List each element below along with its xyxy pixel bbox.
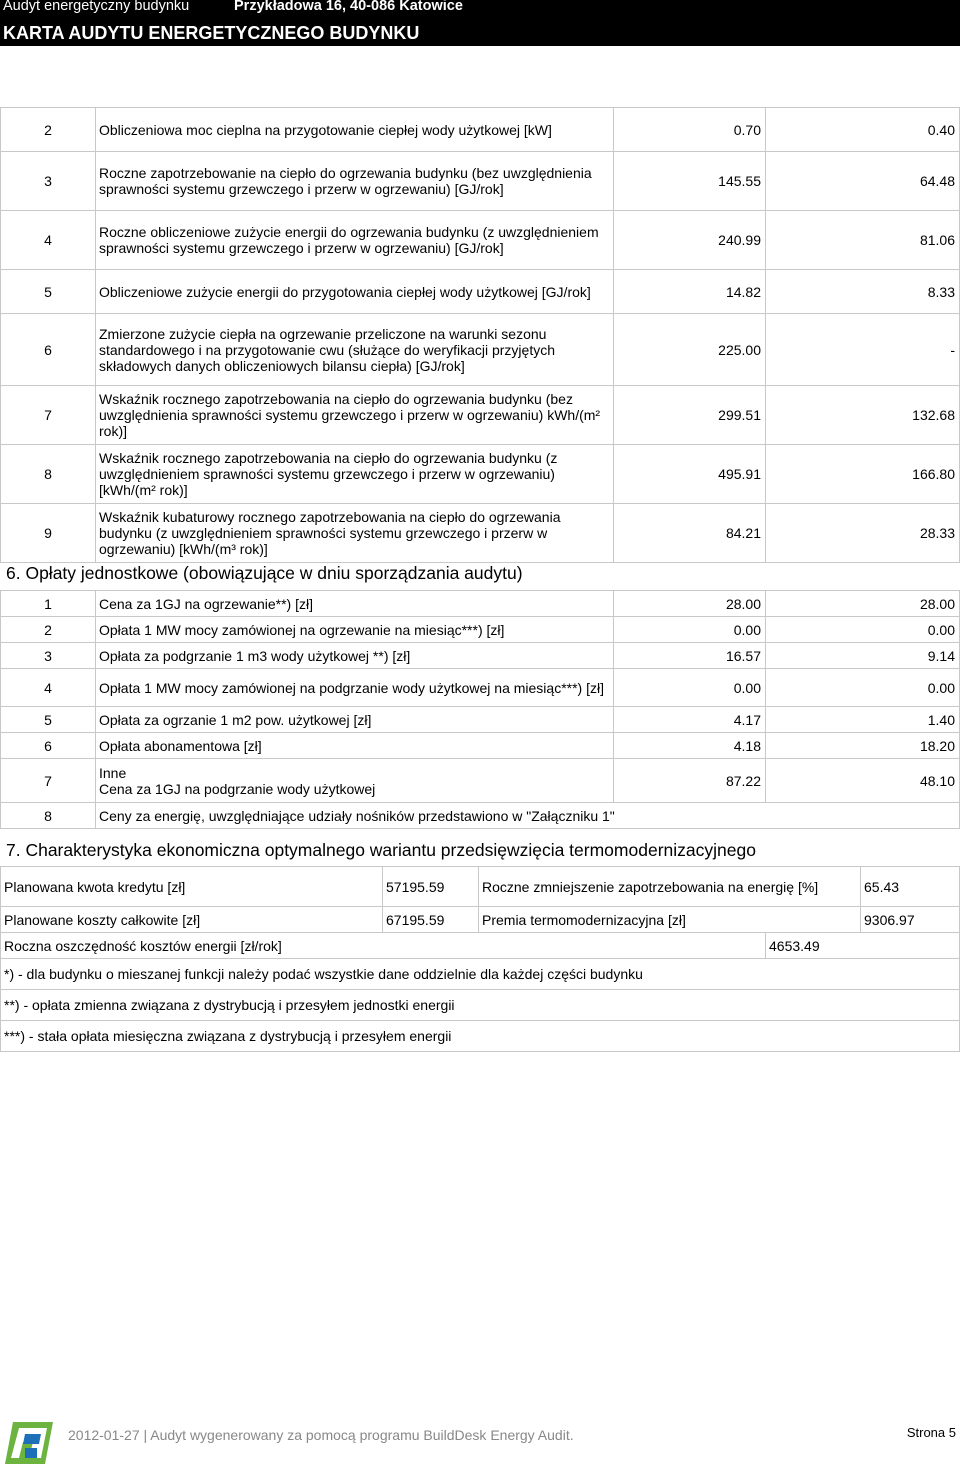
table-row — [1, 591, 960, 617]
row-description-2: Cena za 1GJ na podgrzanie wody użytkowej — [99, 780, 376, 797]
value-before: 14.82 — [614, 270, 766, 314]
value-after: 0.00 — [766, 617, 960, 643]
row-description-cell — [96, 643, 614, 669]
table-row — [1, 617, 960, 643]
value-after: 0.40 — [766, 108, 960, 152]
section-6-title: 6. Opłaty jednostkowe (obowiązujące w dniu sporządzania audytu) — [6, 563, 523, 583]
table-row — [1, 445, 960, 504]
row-number: 9 — [1, 504, 96, 563]
row-description: Zmierzone zużycie ciepła na ogrzewanie przeliczone na warunki sezonu standardowego i na przygotowanie cwu (służące do weryfikacji przyjętych składowych danych obliczeniowych bilansu ciepła) [GJ/rok] — [96, 314, 614, 386]
value-before: 4.18 — [614, 733, 766, 759]
value-after: 48.10 — [766, 759, 960, 803]
row-description: Opłata za podgrzanie 1 m3 wody użytkowej **) [zł] — [99, 647, 411, 664]
table-row — [1, 733, 960, 759]
row-number: 5 — [1, 270, 96, 314]
value-before: 0.70 — [614, 108, 766, 152]
value-before: 4.17 — [614, 707, 766, 733]
table-row — [1, 270, 960, 314]
row-number: 1 — [1, 591, 96, 617]
value-after: 132.68 — [766, 386, 960, 445]
note: *) - dla budynku o mieszanej funkcji należy podać wszystkie dane oddzielnie dla każdej części budynku — [1, 959, 960, 990]
total-cost-label: Planowane koszty całkowite [zł] — [1, 907, 383, 933]
credit-value: 57195.59 — [383, 867, 479, 907]
value-before: 145.55 — [614, 152, 766, 211]
indicators-table — [0, 107, 960, 563]
value-before: 28.00 — [614, 591, 766, 617]
row-number: 8 — [1, 803, 96, 829]
notes-table — [0, 958, 960, 1052]
row-number: 4 — [1, 211, 96, 270]
row-description-cell — [96, 733, 614, 759]
table-row — [1, 152, 960, 211]
row-number: 2 — [1, 108, 96, 152]
row-description: Ceny za energię, uwzględniające udziały nośników przedstawiono w "Załączniku 1" — [96, 803, 960, 829]
table-row — [1, 669, 960, 707]
value-after: 28.33 — [766, 504, 960, 563]
value-after: 0.00 — [766, 669, 960, 707]
reduction-value: 65.43 — [861, 867, 960, 907]
value-after: 8.33 — [766, 270, 960, 314]
value-before: 16.57 — [614, 643, 766, 669]
table-row — [1, 386, 960, 445]
value-before: 0.00 — [614, 669, 766, 707]
row-number: 5 — [1, 707, 96, 733]
footer-text: 2012-01-27 | Audyt wygenerowany za pomocą programu BuildDesk Energy Audit. — [68, 1427, 574, 1443]
row-description: Opłata 1 MW mocy zamówionej na ogrzewanie na miesiąc***) [zł] — [99, 621, 505, 638]
reduction-label: Roczne zmniejszenie zapotrzebowania na energię [%] — [479, 867, 861, 907]
row-description-cell — [96, 617, 614, 643]
savings-table — [0, 932, 960, 959]
premium-value: 9306.97 — [861, 907, 960, 933]
value-after: 28.00 — [766, 591, 960, 617]
row-number: 3 — [1, 152, 96, 211]
row-description-cell — [96, 759, 614, 803]
table-row — [1, 759, 960, 803]
page-title: KARTA AUDYTU ENERGETYCZNEGO BUDYNKU — [0, 22, 960, 46]
row-description: Roczne zapotrzebowanie na ciepło do ogrzewania budynku (bez uwzględnienia sprawności systemu grzewczego i przerw w ogrzewaniu) [GJ/rok] — [96, 152, 614, 211]
row-description: Opłata abonamentowa [zł] — [99, 737, 262, 754]
value-after: 81.06 — [766, 211, 960, 270]
value-after: 18.20 — [766, 733, 960, 759]
table-row — [1, 707, 960, 733]
row-description: Roczne obliczeniowe zużycie energii do ogrzewania budynku (z uwzględnieniem sprawności systemu grzewczego i przerw w ogrzewaniu) [GJ/rok] — [96, 211, 614, 270]
row-number: 4 — [1, 669, 96, 707]
row-description-cell — [96, 591, 614, 617]
row-number: 3 — [1, 643, 96, 669]
charges-table — [0, 590, 960, 829]
row-number: 7 — [1, 386, 96, 445]
note: **) - opłata zmienna związana z dystrybucją i przesyłem jednostki energii — [1, 990, 960, 1021]
note: ***) - stała opłata miesięczna związana z dystrybucją i przesyłem energii — [1, 1021, 960, 1052]
row-number: 6 — [1, 733, 96, 759]
table-row — [1, 314, 960, 386]
table-row — [1, 803, 960, 829]
table-row — [1, 108, 960, 152]
value-before: 225.00 — [614, 314, 766, 386]
value-before: 495.91 — [614, 445, 766, 504]
value-after: 166.80 — [766, 445, 960, 504]
value-before: 87.22 — [614, 759, 766, 803]
value-before: 0.00 — [614, 617, 766, 643]
row-description: Obliczeniowe zużycie energii do przygotowania ciepłej wody użytkowej [GJ/rok] — [96, 270, 614, 314]
savings-value: 4653.49 — [766, 933, 960, 959]
table-row — [1, 504, 960, 563]
value-before: 240.99 — [614, 211, 766, 270]
row-number: 2 — [1, 617, 96, 643]
top-bar — [0, 0, 960, 22]
total-cost-value: 67195.59 — [383, 907, 479, 933]
row-description-cell — [96, 707, 614, 733]
row-description-cell — [96, 669, 614, 707]
value-before: 84.21 — [614, 504, 766, 563]
value-after: - — [766, 314, 960, 386]
row-description: Cena za 1GJ na ogrzewanie**) [zł] — [99, 595, 313, 612]
builddesk-logo-icon — [3, 1420, 55, 1466]
app-name: Audyt energetyczny budynku — [3, 0, 190, 14]
row-description: Obliczeniowa moc cieplna na przygotowanie ciepłej wody użytkowej [kW] — [96, 108, 614, 152]
table-row — [1, 211, 960, 270]
page-number: Strona 5 — [906, 1425, 956, 1440]
value-after: 9.14 — [766, 643, 960, 669]
table-row — [1, 643, 960, 669]
row-description: Wskaźnik rocznego zapotrzebowania na ciepło do ogrzewania budynku (bez uwzględnienia sprawności systemu grzewczego i przerw w ogrzewaniu) kWh/(m² rok)] — [96, 386, 614, 445]
row-number: 8 — [1, 445, 96, 504]
savings-label: Roczna oszczędność kosztów energii [zł/rok] — [1, 933, 766, 959]
row-description: Opłata za ogrzanie 1 m2 pow. użytkowej [zł] — [99, 711, 372, 728]
row-number: 6 — [1, 314, 96, 386]
premium-label: Premia termomodernizacyjna [zł] — [479, 907, 861, 933]
value-before: 299.51 — [614, 386, 766, 445]
credit-label: Planowana kwota kredytu [zł] — [1, 867, 383, 907]
economics-table — [0, 866, 960, 933]
section-7-title: 7. Charakterystyka ekonomiczna optymalnego wariantu przedsięwzięcia termomodernizacyjnego — [6, 840, 756, 860]
row-description: Wskaźnik rocznego zapotrzebowania na ciepło do ogrzewania budynku (z uwzględnieniem sprawności systemu grzewczego i przerw w ogrzewaniu) [kWh/(m² rok)] — [96, 445, 614, 504]
row-description: Opłata 1 MW mocy zamówionej na podgrzanie wody użytkowej na miesiąc***) [zł] — [99, 679, 604, 696]
row-number: 7 — [1, 759, 96, 803]
value-after: 64.48 — [766, 152, 960, 211]
row-description: Wskaźnik kubaturowy rocznego zapotrzebowania na ciepło do ogrzewania budynku (z uwzględnieniem sprawności systemu grzewczego i przerw w ogrzewaniu) [kWh/(m³ rok)] — [96, 504, 614, 563]
address: Przykładowa 16, 40-086 Katowice — [234, 0, 463, 14]
row-description: Inne — [99, 764, 127, 781]
value-after: 1.40 — [766, 707, 960, 733]
